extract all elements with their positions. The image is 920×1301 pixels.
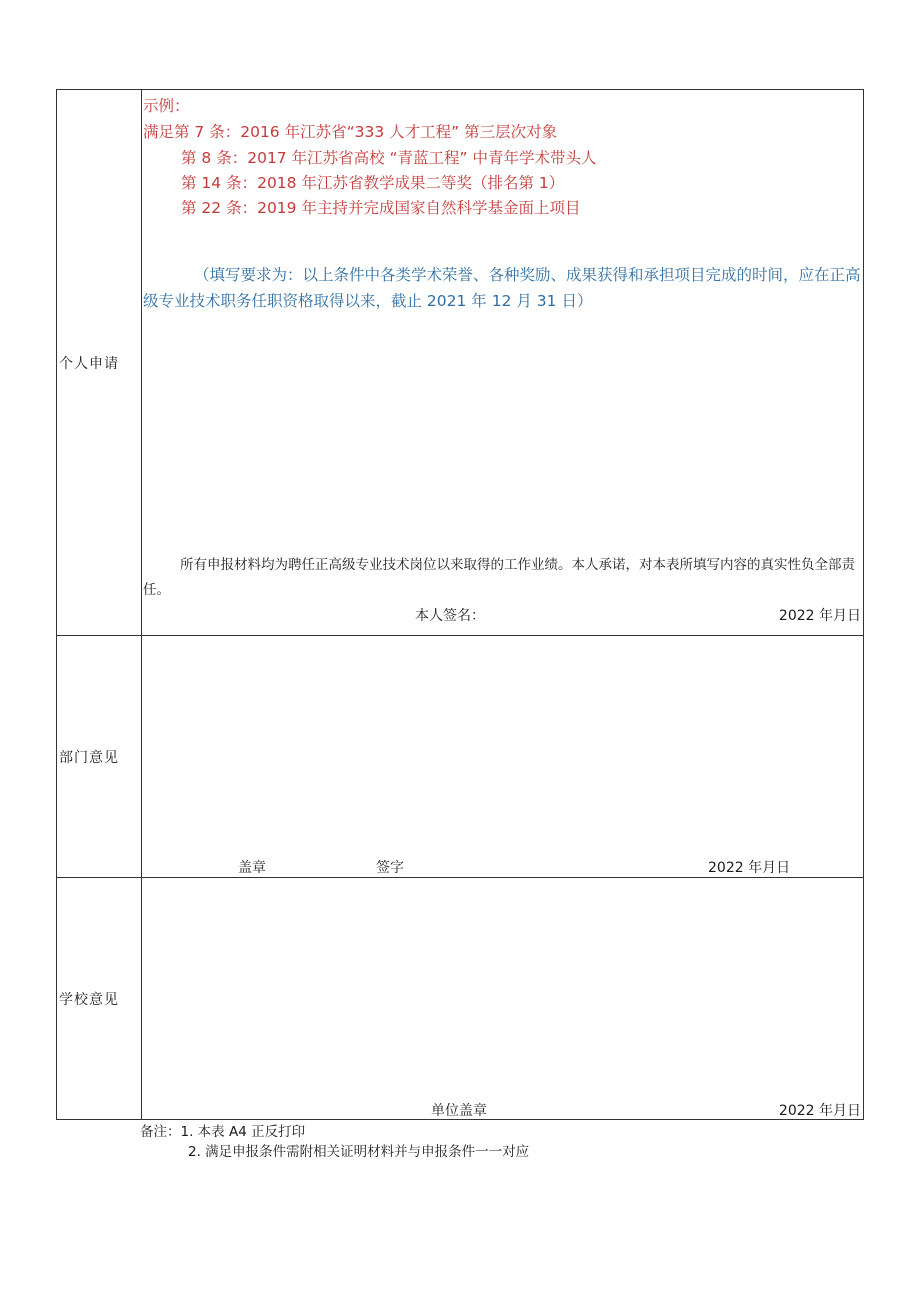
personal-application-content (142, 90, 863, 635)
note-line-2: 2. 满足申报条件需附相关证明材料并与申报条件一一对应 (188, 1144, 530, 1160)
department-label-cell (57, 636, 142, 877)
application-form-table (56, 89, 864, 1120)
example-line-4: 第 22 条：2019 年主持并完成国家自然科学基金面上项目 (181, 199, 581, 217)
department-opinion-label: 部门意见 (59, 750, 119, 766)
form-notes (140, 1122, 529, 1162)
school-opinion-content (142, 878, 863, 1119)
example-line-1: 满足第 7 条：2016 年江苏省“333 人才工程” 第三层次对象 (143, 123, 558, 141)
department-signature-label: 签字 (376, 860, 404, 876)
note-line-1: 备注：1. 本表 A4 正反打印 (140, 1124, 306, 1140)
school-opinion-row (57, 878, 863, 1119)
department-opinion-row (57, 636, 863, 878)
school-date: 2022 年月日 (778, 1103, 861, 1119)
personal-application-row (57, 90, 863, 636)
example-heading: 示例： (143, 97, 190, 115)
school-stamp-label: 单位盖章 (431, 1103, 487, 1119)
pledge-statement: 所有申报材料均为聘任正高级专业技术岗位以来取得的工作业绩。本人承诺，对本表所填写内容的真实性负全部责任。 (143, 557, 855, 598)
department-stamp-label: 盖章 (238, 860, 266, 876)
example-line-3: 第 14 条：2018 年江苏省教学成果二等奖（排名第 1） (181, 174, 565, 192)
personal-date: 2022 年月日 (778, 608, 861, 624)
personal-label-cell (57, 90, 142, 635)
example-line-2: 第 8 条：2017 年江苏省高校 “青蓝工程” 中青年学术带头人 (181, 149, 597, 167)
department-date: 2022 年月日 (708, 860, 791, 876)
personal-application-label: 个人申请 (59, 356, 119, 372)
fill-requirement-text: （填写要求为：以上条件中各类学术荣誉、各种奖励、成果获得和承担项目完成的时间，应在正高级专业技术职务任职资格取得以来，截止 2021 年 12 月 31 日） (143, 266, 861, 310)
school-opinion-label: 学校意见 (59, 992, 119, 1008)
school-label-cell (57, 878, 142, 1119)
personal-signature-label: 本人签名： (415, 608, 485, 624)
department-opinion-content (142, 636, 863, 877)
